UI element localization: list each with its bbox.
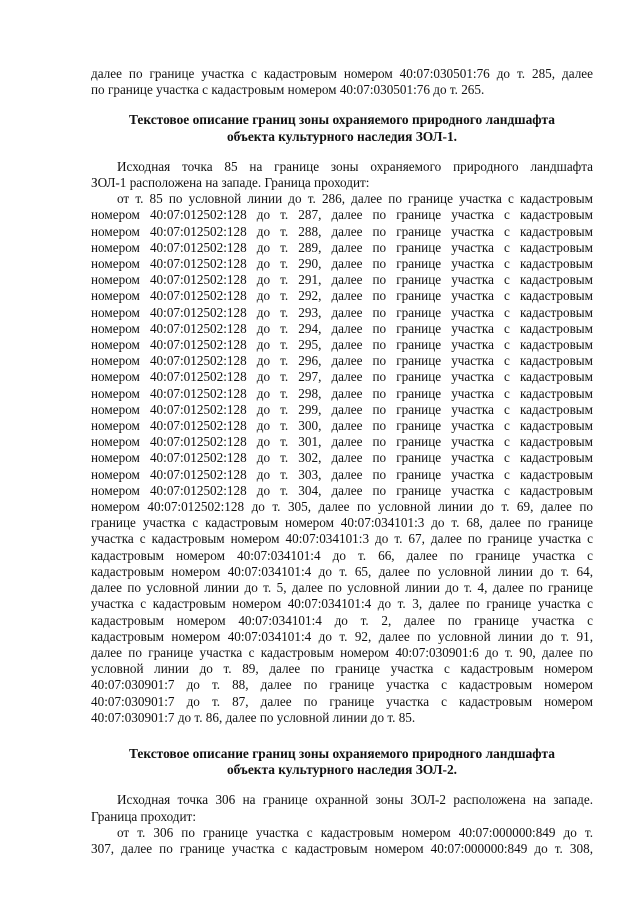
section1-body-line: номером 40:07:012502:128 до т. 305, далее по условной линии до т. 69, далее по: [91, 499, 593, 515]
section1-body-line: кадастровым номером 40:07:034101:4 до т. 65, далее по условной линии до т. 64,: [91, 563, 593, 579]
section1-body-line: участка с кадастровым номером 40:07:034101:4 до т. 3, далее по границе участка с: [91, 596, 593, 612]
section1-heading-line-1: Текстовое описание границ зоны охраняемого природного ландшафта: [128, 112, 555, 128]
section1-body-line: номером 40:07:012502:128 до т. 291, далее по границе участка с кадастровым: [91, 272, 593, 288]
section1-body-line: номером 40:07:012502:128 до т. 288, далее по границе участка с кадастровым: [91, 223, 593, 239]
section1-body-line: номером 40:07:012502:128 до т. 299, далее по границе участка с кадастровым: [91, 401, 593, 417]
section1-body-line: номером 40:07:012502:128 до т. 297, далее по границе участка с кадастровым: [91, 369, 593, 385]
section1-body-line: кадастровым номером 40:07:034101:4 до т. 66, далее по границе участка с: [91, 547, 593, 563]
section1-body-line: номером 40:07:012502:128 до т. 296, далее по границе участка с кадастровым: [91, 353, 593, 369]
section1-heading-line-2: объекта культурного наследия ЗОЛ-1.: [226, 128, 458, 144]
document-page: [91, 66, 593, 857]
section1-body-line: участка с кадастровым номером 40:07:034101:3 до т. 67, далее по границе участка с: [91, 531, 593, 547]
section1-body-line: кадастровым номером 40:07:034101:4 до т. 92, далее по условной линии до т. 91,: [91, 628, 593, 644]
section2-body-line: 307, далее по границе участка с кадастровым номером 40:07:000000:849 до т. 308,: [91, 840, 593, 856]
section2-heading: [91, 746, 593, 778]
section1-body-line: номером 40:07:012502:128 до т. 289, далее по границе участка с кадастровым: [91, 239, 593, 255]
section1-body-line: номером 40:07:012502:128 до т. 292, далее по границе участка с кадастровым: [91, 288, 593, 304]
section1-body-line: номером 40:07:012502:128 до т. 295, далее по границе участка с кадастровым: [91, 337, 593, 353]
section1-body: [91, 191, 593, 726]
section1-start-line-1: Исходная точка 85 на границе зоны охраняемого природного ландшафта: [117, 158, 593, 174]
section1-body-line: кадастровым номером 40:07:034101:4 до т. 2, далее по границе участка с: [91, 612, 593, 628]
section1-heading: [91, 112, 593, 144]
section1-body-line: 40:07:030901:7 до т. 88, далее по границе участка с кадастровым номером: [91, 677, 593, 693]
section1-body-line: номером 40:07:012502:128 до т. 290, далее по границе участка с кадастровым: [91, 256, 593, 272]
section1-body-line: от т. 85 по условной линии до т. 286, далее по границе участка с кадастровым: [117, 191, 593, 207]
section1-body-line: номером 40:07:012502:128 до т. 300, далее по границе участка с кадастровым: [91, 418, 593, 434]
section1-body-line: номером 40:07:012502:128 до т. 298, далее по границе участка с кадастровым: [91, 385, 593, 401]
intro-line-1: далее по границе участка с кадастровым номером 40:07:030501:76 до т. 285, далее: [91, 66, 593, 81]
section2-start-line-1: Исходная точка 306 на границе охранной зоны ЗОЛ-2 расположена на западе.: [117, 792, 593, 808]
section1-body-line: границе участка с кадастровым номером 40:07:034101:3 до т. 68, далее по границе: [91, 515, 593, 531]
intro-line-2: по границе участка с кадастровым номером 40:07:030501:76 до т. 265.: [91, 82, 485, 98]
section1-body-line: номером 40:07:012502:128 до т. 293, далее по границе участка с кадастровым: [91, 304, 593, 320]
section1-body-line: номером 40:07:012502:128 до т. 303, далее по границе участка с кадастровым: [91, 466, 593, 482]
section1-body-line: номером 40:07:012502:128 до т. 304, далее по границе участка с кадастровым: [91, 482, 593, 498]
section1-body-line: 40:07:030901:7 до т. 86, далее по условной линии до т. 85.: [91, 709, 416, 725]
section2-heading-line-1: Текстовое описание границ зоны охраняемого природного ландшафта: [128, 745, 555, 761]
section2-body-line: от т. 306 по границе участка с кадастровым номером 40:07:000000:849 до т.: [117, 824, 593, 840]
section1-body-line: далее по условной линии до т. 5, далее по условной линии до т. 4, далее по границе: [91, 580, 593, 596]
section2-body: [91, 825, 593, 857]
section1-start-line-2: ЗОЛ-1 расположена на западе. Граница проходит:: [91, 175, 370, 191]
section1-body-line: 40:07:030901:7 до т. 87, далее по границе участка с кадастровым номером: [91, 693, 593, 709]
section1-body-line: номером 40:07:012502:128 до т. 294, далее по границе участка с кадастровым: [91, 320, 593, 336]
section2-start-line-2: Граница проходит:: [91, 808, 196, 824]
section2-heading-line-2: объекта культурного наследия ЗОЛ-2.: [226, 762, 458, 778]
section1-body-line: номером 40:07:012502:128 до т. 287, далее по границе участка с кадастровым: [91, 207, 593, 223]
section1-body-line: номером 40:07:012502:128 до т. 302, далее по границе участка с кадастровым: [91, 450, 593, 466]
section1-body-line: условной линии до т. 89, далее по границе участка с кадастровым номером: [91, 661, 593, 677]
section1-body-line: далее по границе участка с кадастровым номером 40:07:030901:6 до т. 90, далее по: [91, 644, 593, 660]
section1-body-line: номером 40:07:012502:128 до т. 301, далее по границе участка с кадастровым: [91, 434, 593, 450]
